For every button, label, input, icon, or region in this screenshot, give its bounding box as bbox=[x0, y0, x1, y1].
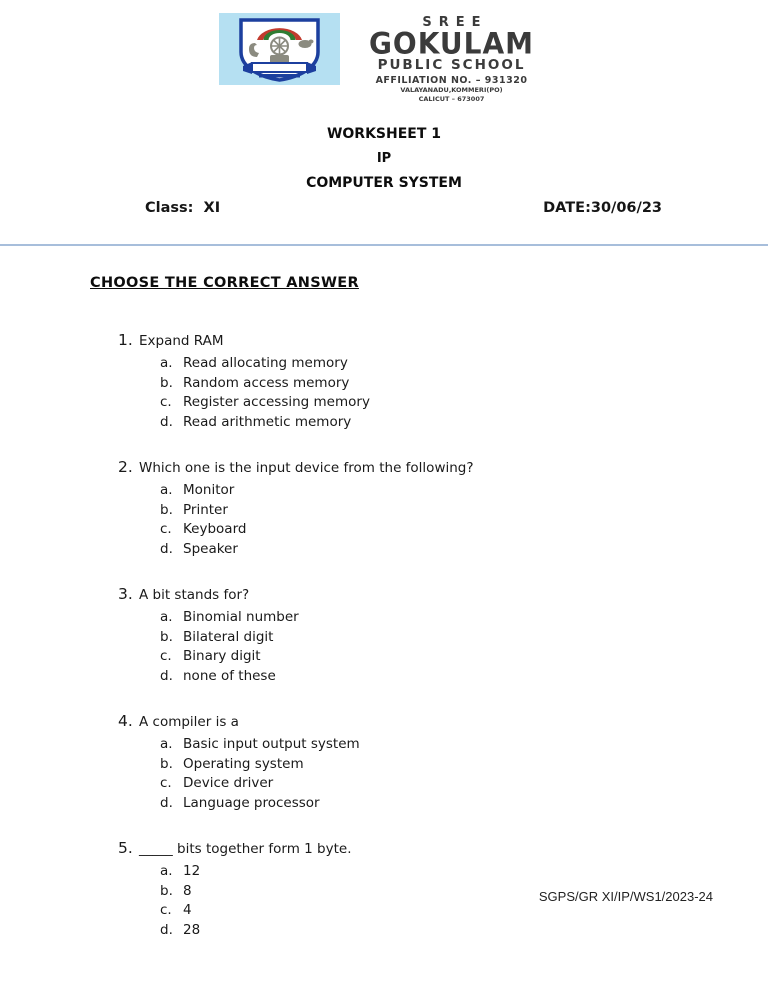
option-text: 12 bbox=[183, 863, 201, 879]
option-letter: d. bbox=[160, 413, 173, 430]
worksheet-header bbox=[0, 126, 768, 191]
option-letter: a. bbox=[160, 736, 173, 752]
option-text: Read allocating memory bbox=[183, 355, 348, 371]
option-text: Random access memory bbox=[183, 374, 350, 391]
school-crest-icon bbox=[219, 13, 340, 85]
class-label: Class: XI bbox=[145, 200, 221, 216]
option-letter: c. bbox=[160, 648, 172, 664]
option-text: Basic input output system bbox=[183, 736, 360, 752]
option-letter: b. bbox=[160, 501, 173, 518]
school-name-top: SREE bbox=[422, 15, 488, 30]
option-group bbox=[160, 354, 768, 432]
question-line bbox=[118, 839, 768, 857]
option-letter: c. bbox=[160, 775, 172, 791]
option-letter: d. bbox=[160, 921, 173, 938]
option-row bbox=[160, 774, 768, 794]
option-letter: c. bbox=[160, 902, 172, 918]
option-row bbox=[160, 520, 768, 540]
option-letter: a. bbox=[160, 863, 173, 879]
option-row bbox=[160, 393, 768, 413]
option-text: 8 bbox=[183, 882, 192, 899]
option-letter: d. bbox=[160, 667, 173, 684]
option-row bbox=[160, 647, 768, 667]
option-group bbox=[160, 481, 768, 559]
option-group bbox=[160, 735, 768, 813]
option-letter: a. bbox=[160, 609, 173, 625]
option-letter: b. bbox=[160, 374, 173, 391]
class-date-row bbox=[0, 200, 768, 216]
question-number: 2. bbox=[118, 458, 133, 476]
footer-reference: SGPS/GR XI/IP/WS1/2023-24 bbox=[538, 889, 713, 904]
option-text: 4 bbox=[183, 902, 192, 918]
worksheet-title: WORKSHEET 1 bbox=[326, 126, 442, 142]
section-heading: CHOOSE THE CORRECT ANSWER bbox=[90, 275, 359, 291]
question-text: Expand RAM bbox=[139, 333, 224, 349]
option-text: Binomial number bbox=[183, 609, 299, 625]
question-3 bbox=[118, 585, 768, 686]
option-letter: b. bbox=[160, 628, 173, 645]
option-text: Device driver bbox=[183, 775, 274, 791]
question-line bbox=[118, 458, 768, 476]
question-number: 4. bbox=[118, 712, 133, 730]
option-text: Operating system bbox=[183, 755, 304, 772]
header-divider bbox=[0, 244, 768, 246]
option-text: Speaker bbox=[183, 540, 238, 557]
option-letter: d. bbox=[160, 540, 173, 557]
question-list bbox=[118, 331, 768, 940]
option-letter: d. bbox=[160, 794, 173, 811]
question-line bbox=[118, 331, 768, 349]
option-group bbox=[160, 608, 768, 686]
question-text: Which one is the input device from the following? bbox=[139, 460, 474, 476]
option-row bbox=[160, 501, 768, 521]
option-letter: b. bbox=[160, 882, 173, 899]
address-line-1: VALAYANADU,KOMMERI(PO) bbox=[400, 86, 503, 94]
option-row bbox=[160, 628, 768, 648]
school-crest bbox=[219, 13, 340, 85]
option-row bbox=[160, 755, 768, 775]
question-1 bbox=[118, 331, 768, 432]
school-name-sub: PUBLIC SCHOOL bbox=[377, 57, 526, 73]
subject-title: IP bbox=[376, 151, 392, 166]
option-row bbox=[160, 794, 768, 814]
option-row bbox=[160, 481, 768, 501]
option-text: 28 bbox=[183, 921, 201, 938]
question-text: _____ bits together form 1 byte. bbox=[139, 841, 352, 857]
question-number: 5. bbox=[118, 839, 133, 857]
option-letter: a. bbox=[160, 482, 173, 498]
option-row bbox=[160, 608, 768, 628]
option-text: Binary digit bbox=[183, 648, 261, 664]
option-letter: c. bbox=[160, 394, 172, 410]
option-row bbox=[160, 374, 768, 394]
question-number: 3. bbox=[118, 585, 133, 603]
option-row bbox=[160, 921, 768, 941]
option-text: none of these bbox=[183, 667, 276, 684]
option-text: Printer bbox=[183, 501, 228, 518]
option-row bbox=[160, 667, 768, 687]
question-text: A bit stands for? bbox=[139, 587, 250, 603]
option-text: Register accessing memory bbox=[183, 394, 370, 410]
school-logo bbox=[0, 0, 768, 102]
option-letter: b. bbox=[160, 755, 173, 772]
question-line bbox=[118, 712, 768, 730]
option-letter: c. bbox=[160, 521, 172, 537]
question-4 bbox=[118, 712, 768, 813]
question-text: A compiler is a bbox=[139, 714, 239, 730]
date-label: DATE:30/06/23 bbox=[543, 200, 662, 216]
school-name-main: GOKULAM bbox=[368, 26, 535, 61]
option-text: Language processor bbox=[183, 794, 320, 811]
option-text: Monitor bbox=[183, 482, 235, 498]
school-name-block bbox=[354, 13, 550, 102]
option-text: Keyboard bbox=[183, 521, 247, 537]
option-letter: a. bbox=[160, 355, 173, 371]
option-row bbox=[160, 413, 768, 433]
option-row bbox=[160, 735, 768, 755]
question-number: 1. bbox=[118, 331, 133, 349]
option-row bbox=[160, 540, 768, 560]
address-line-2: CALICUT – 673007 bbox=[418, 94, 485, 103]
option-row bbox=[160, 354, 768, 374]
question-line bbox=[118, 585, 768, 603]
option-text: Bilateral digit bbox=[183, 628, 274, 645]
option-text: Read arithmetic memory bbox=[183, 413, 352, 430]
topic-title: COMPUTER SYSTEM bbox=[306, 175, 462, 191]
question-2 bbox=[118, 458, 768, 559]
affiliation-text: AFFILIATION NO. – 931320 bbox=[375, 74, 528, 86]
option-row bbox=[160, 862, 768, 882]
